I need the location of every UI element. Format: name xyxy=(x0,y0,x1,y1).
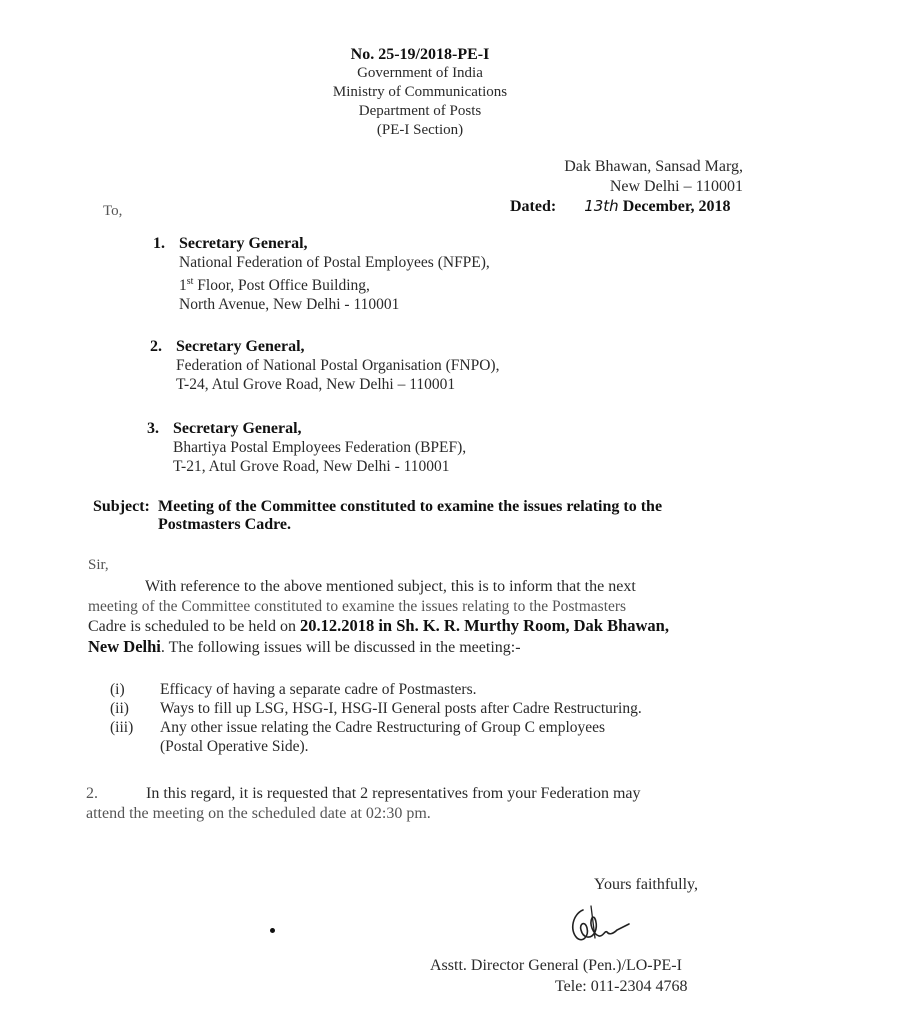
dated-row xyxy=(510,197,731,216)
dated-month-year: December, 2018 xyxy=(622,198,731,215)
meeting-city: New Delhi xyxy=(88,636,161,656)
list-item: (ii) Ways to fill up LSG, HSG-I, HSG-II General posts after Cadre Restructuring. xyxy=(110,700,642,717)
addressee-line: National Federation of Postal Employees (NFPE), xyxy=(179,254,490,271)
to-label: To, xyxy=(103,203,123,219)
paragraph-line: With reference to the above mentioned subject, this is to inform that the next xyxy=(145,578,636,595)
subject-block xyxy=(93,498,662,534)
addressee-number: 1. xyxy=(153,235,165,252)
addressee-title: Secretary General, xyxy=(179,235,308,252)
dated-label: Dated: xyxy=(510,198,557,215)
list-item: (i) Efficacy of having a separate cadre of Postmasters. xyxy=(110,681,477,698)
place-line-1: Dak Bhawan, Sansad Marg, xyxy=(564,158,743,175)
header-line-3: Department of Posts xyxy=(358,103,482,119)
addressee-line: North Avenue, New Delhi - 110001 xyxy=(179,296,400,314)
letterhead xyxy=(300,45,540,140)
signatory-tele: Tele: 011-2304 4768 xyxy=(555,978,688,995)
paragraph-number: 2. xyxy=(86,785,98,802)
addressee-line: T-24, Atul Grove Road, New Delhi – 110001 xyxy=(176,376,456,393)
paragraph-text: . The following issues will be discussed in the meeting:- xyxy=(160,638,521,656)
addressee-line: T-21, Atul Grove Road, New Delhi - 110001 xyxy=(173,458,450,475)
salutation: Sir, xyxy=(88,557,109,573)
addressee-1 xyxy=(153,234,490,314)
addressee-number: 3. xyxy=(147,420,159,437)
addressee-line: Bhartiya Postal Employees Federation (BPEF), xyxy=(173,439,467,456)
stray-mark xyxy=(270,928,275,933)
subject-label: Subject: xyxy=(93,498,150,515)
list-item: (iii) Any other issue relating the Cadre Restructuring of Group C employees xyxy=(110,719,606,736)
issues-list xyxy=(110,680,642,756)
signature xyxy=(565,900,645,950)
addressee-title: Secretary General, xyxy=(176,338,305,355)
header-line-4: (PE-I Section) xyxy=(376,122,464,138)
addressee-line: 1st Floor, Post Office Building, xyxy=(179,276,370,295)
header-line-2: Ministry of Communications xyxy=(332,84,508,100)
addressee-title: Secretary General, xyxy=(173,420,302,437)
paragraph-line: attend the meeting on the scheduled date at 02:30 pm. xyxy=(86,804,431,822)
paragraph-line: meeting of the Committee constituted to examine the issues relating to the Postmasters xyxy=(88,597,627,615)
meeting-date-venue: 20.12.2018 in Sh. K. R. Murthy Room, Dak Bhawan, xyxy=(299,616,669,635)
paragraph-2 xyxy=(86,784,641,823)
addressee-line: Federation of National Postal Organisation (FNPO), xyxy=(176,357,500,374)
header-line-1: Government of India xyxy=(357,65,483,81)
subject-line-2: Postmasters Cadre. xyxy=(158,516,292,533)
paragraph-line: In this regard, it is requested that 2 representatives from your Federation may xyxy=(146,785,641,802)
closing: Yours faithfully, xyxy=(594,876,699,893)
addressee-3 xyxy=(147,419,466,476)
handwritten-day: 13th xyxy=(584,197,619,215)
addressee-number: 2. xyxy=(150,338,162,355)
file-number: No. 25-19/2018-PE-I xyxy=(350,46,490,63)
signatory-designation: Asstt. Director General (Pen.)/LO-PE-I xyxy=(430,957,682,974)
paragraph-1 xyxy=(88,577,669,657)
place-line-2: New Delhi – 110001 xyxy=(609,178,743,195)
paragraph-text: Cadre is scheduled to be held on xyxy=(88,618,300,635)
subject-line-1: Meeting of the Committee constituted to examine the issues relating to the xyxy=(158,498,663,515)
list-item-continuation: (Postal Operative Side). xyxy=(160,738,309,755)
addressee-2 xyxy=(150,337,499,394)
